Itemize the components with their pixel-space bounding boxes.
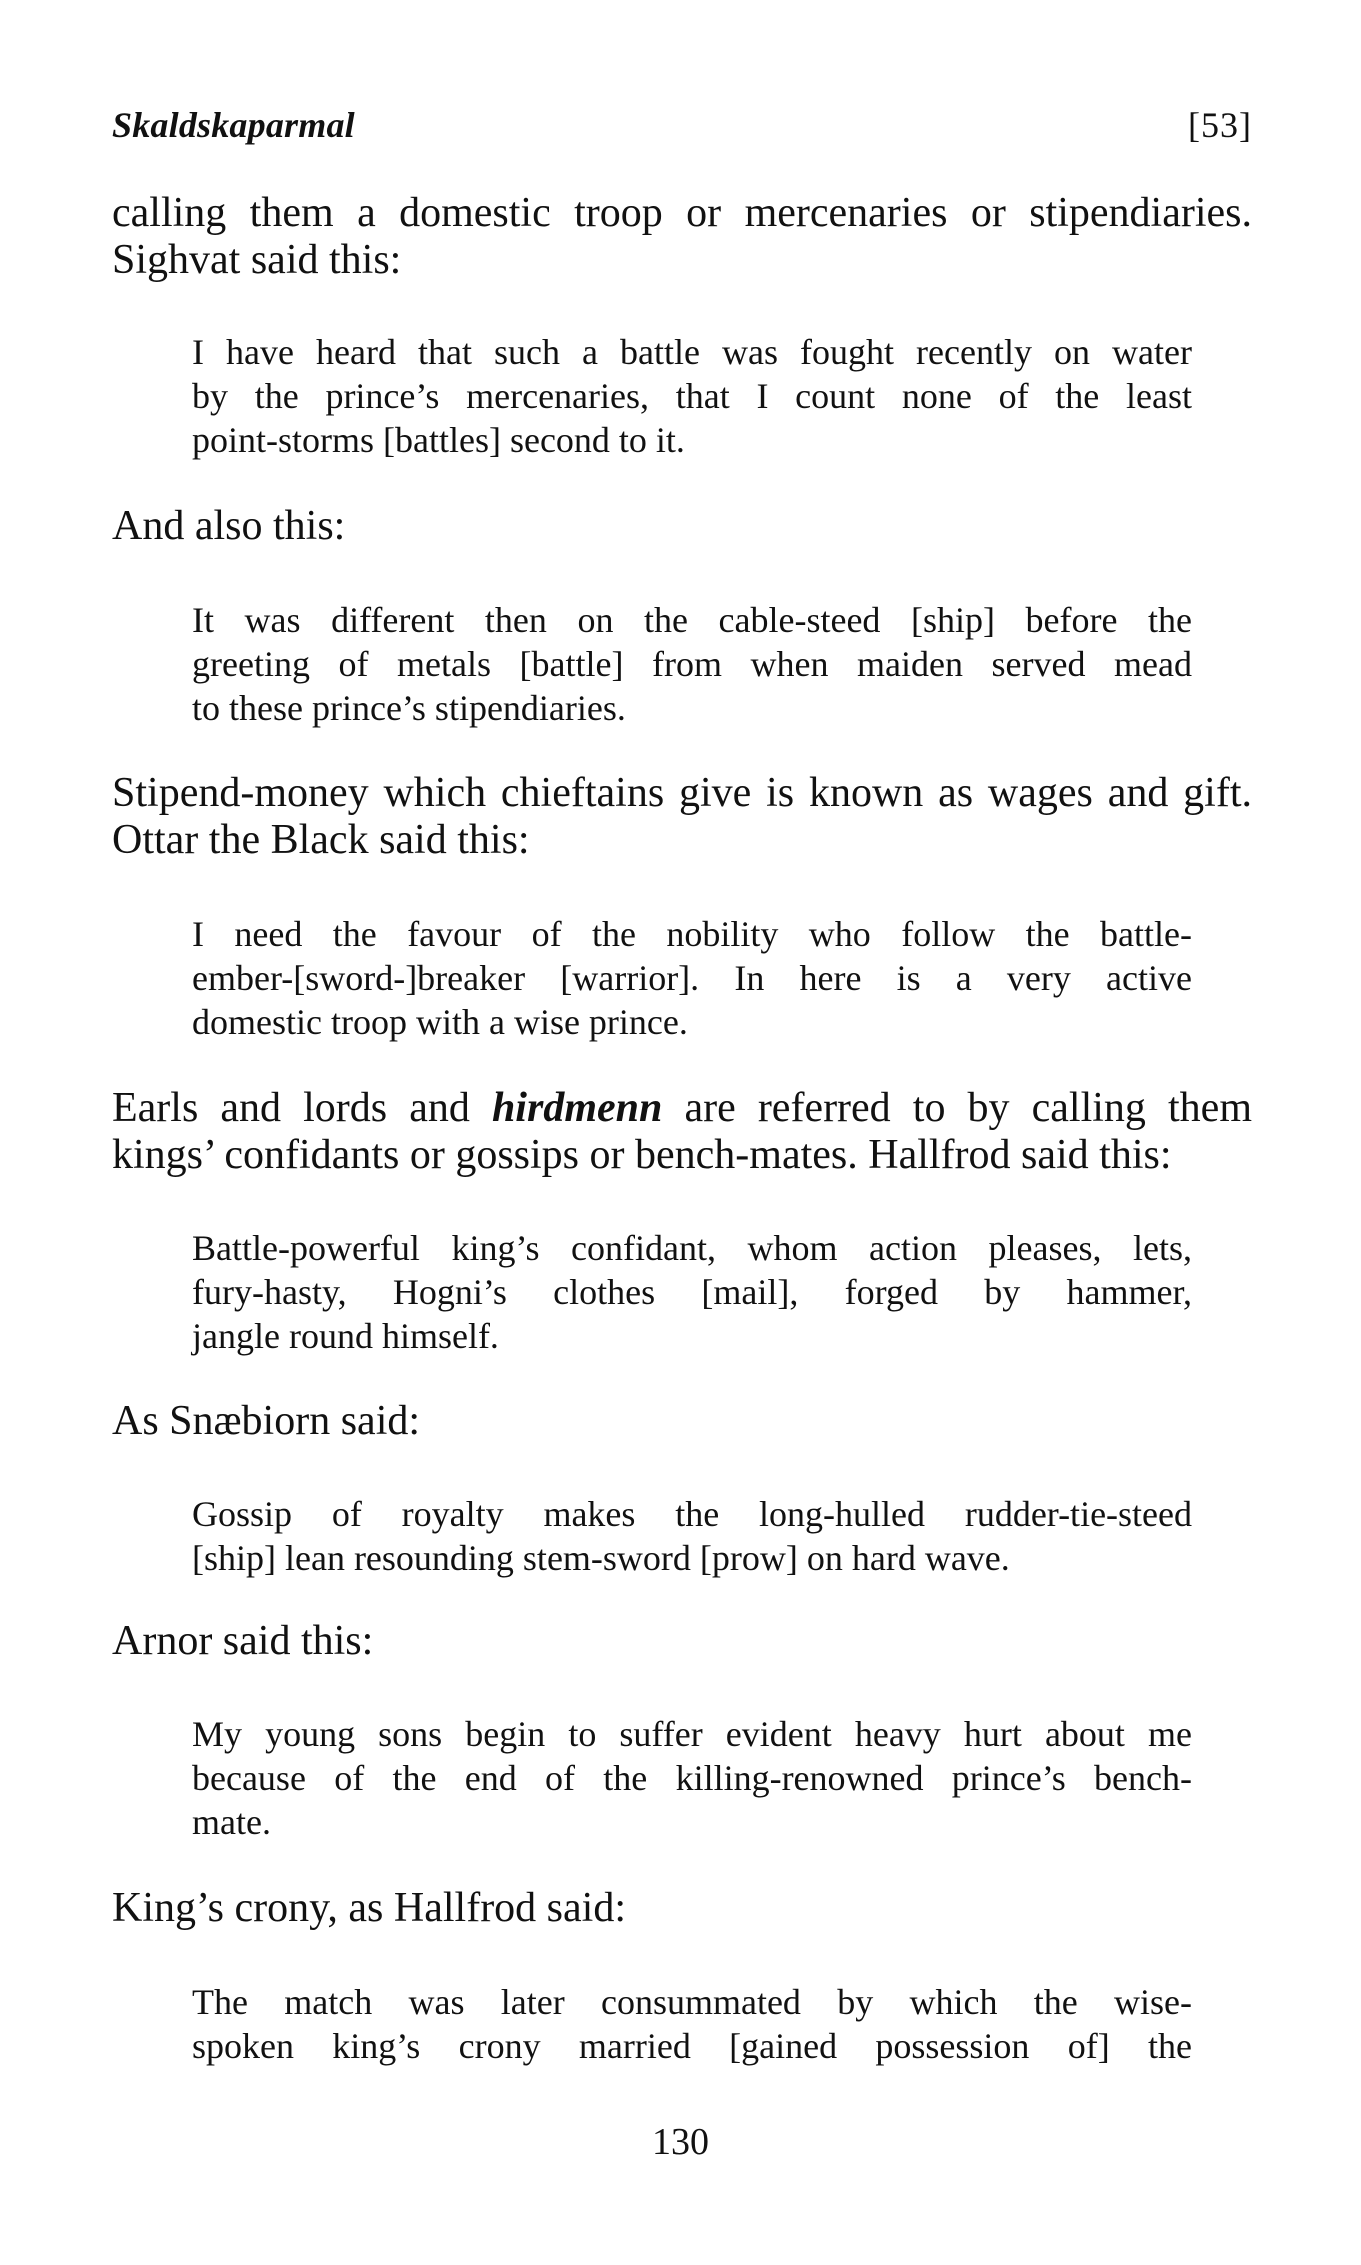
prose-paragraph	[112, 1618, 1252, 1665]
verse-line: jangle round himself.	[192, 1316, 499, 1356]
verse-line: to these prince’s stipendiaries.	[192, 688, 626, 728]
text-line: Stipend-money which chieftains give is known as wages and gift.	[112, 770, 1252, 816]
prose-paragraph	[112, 1085, 1252, 1179]
verse-line: greeting of metals [battle] from when maiden served mead	[192, 644, 1192, 684]
verse-line: domestic troop with a wise prince.	[192, 1002, 688, 1042]
verse-quotation	[192, 1980, 1192, 2068]
verse-quotation	[192, 598, 1192, 730]
verse-line: I have heard that such a battle was fought recently on water	[192, 332, 1192, 372]
italic-term: hirdmenn	[491, 1085, 663, 1131]
text-line: King’s crony, as Hallfrod said:	[112, 1885, 627, 1931]
prose-paragraph	[112, 190, 1252, 284]
text-line: calling them a domestic troop or mercenaries or stipendiaries.	[112, 190, 1252, 236]
chapter-number: [53]	[1188, 105, 1252, 145]
prose-paragraph	[112, 1885, 1252, 1932]
text-line: And also this:	[112, 503, 346, 549]
text-line-italic-mix	[112, 1085, 1252, 1132]
verse-line: I need the favour of the nobility who follow the battle-	[192, 914, 1192, 954]
verse-line: point-storms [battles] second to it.	[192, 420, 685, 460]
text-line: As Snæbiorn said:	[112, 1398, 421, 1444]
verse-quotation	[192, 1712, 1192, 1844]
verse-line: ember-[sword-]breaker [warrior]. In here is a very active	[192, 958, 1192, 998]
running-title: Skaldskaparmal	[112, 105, 355, 145]
verse-line: fury-hasty, Hogni’s clothes [mail], forged by hammer,	[192, 1272, 1192, 1312]
text-fragment: Earls and lords and	[112, 1085, 492, 1131]
verse-quotation	[192, 1226, 1192, 1358]
verse-line: It was different then on the cable-steed [ship] before the	[192, 600, 1192, 640]
page-number: 130	[652, 2121, 709, 2163]
text-line: Arnor said this:	[112, 1618, 374, 1664]
text-line: Sighvat said this:	[112, 237, 402, 283]
prose-paragraph	[112, 1398, 1252, 1445]
verse-quotation	[192, 330, 1192, 462]
verse-line: by the prince’s mercenaries, that I count none of the least	[192, 376, 1192, 416]
prose-paragraph	[112, 503, 1252, 550]
verse-line: My young sons begin to suffer evident heavy hurt about me	[192, 1714, 1192, 1754]
verse-line: spoken king’s crony married [gained possession of] the	[192, 2026, 1192, 2066]
verse-quotation	[192, 1492, 1192, 1580]
text-line: Ottar the Black said this:	[112, 817, 530, 863]
verse-line: The match was later consummated by which the wise-	[192, 1982, 1192, 2022]
verse-line: [ship] lean resounding stem-sword [prow] on hard wave.	[192, 1538, 1010, 1578]
verse-line: Gossip of royalty makes the long-hulled rudder-tie-steed	[192, 1494, 1192, 1534]
verse-line: Battle-powerful king’s confidant, whom action pleases, lets,	[192, 1228, 1192, 1268]
text-fragment: are referred to by calling them	[662, 1085, 1252, 1131]
running-head	[112, 104, 1252, 154]
verse-line: because of the end of the killing-renowned prince’s bench-	[192, 1758, 1192, 1798]
verse-line: mate.	[192, 1802, 271, 1842]
text-line: kings’ confidants or gossips or bench-mates. Hallfrod said this:	[112, 1132, 1172, 1178]
verse-quotation	[192, 912, 1192, 1044]
prose-paragraph	[112, 770, 1252, 864]
